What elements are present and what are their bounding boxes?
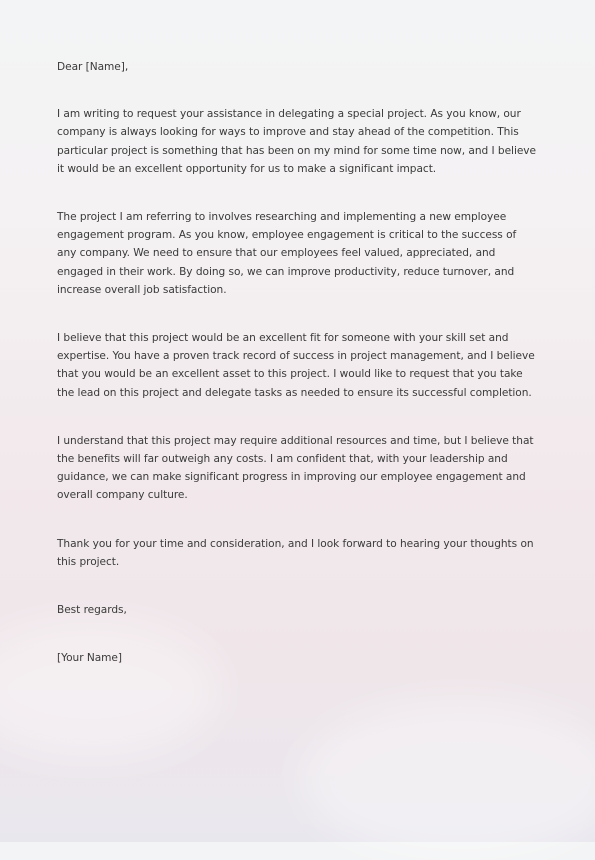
paragraph: I understand that this project may require additional resources and time, but I believe that the benefits will far outweigh any costs. I am confident that, with your leadership and guidance, we can make significant progress in improving our employee engagement and overall company culture.: [57, 434, 534, 502]
paragraph: I believe that this project would be an excellent fit for someone with your skill set and expertise. You have a proven track record of success in project management, and I believe that you would be an excellent asset to this project. I would like to request that you take the lead on this project and delegate tasks as needed to ensure its successful completion.: [57, 332, 535, 399]
letter-body: [57, 58, 537, 667]
signature: [Your Name]: [57, 652, 122, 665]
paragraph: I am writing to request your assistance in delegating a special project. As you know, our company is always looking for ways to improve and stay ahead of the competition. This particular project is something that has been on my mind for some time now, and I believe it would be an excellent opportunity for us to make a significant impact.: [57, 108, 536, 175]
closing: Best regards,: [57, 604, 127, 617]
paragraph: The project I am referring to involves researching and implementing a new employee engagement program. As you know, employee engagement is critical to the success of any company. We need to ensure that our employees feel valued, appreciated, and engaged in their work. By doing so, we can improve productivity, reduce turnover, and increase overall job satisfaction.: [57, 211, 517, 296]
background-cloud: [300, 700, 595, 860]
paragraph: Thank you for your time and consideration, and I look forward to hearing your thoughts on this project.: [57, 537, 534, 568]
salutation: Dear [Name],: [57, 61, 129, 73]
